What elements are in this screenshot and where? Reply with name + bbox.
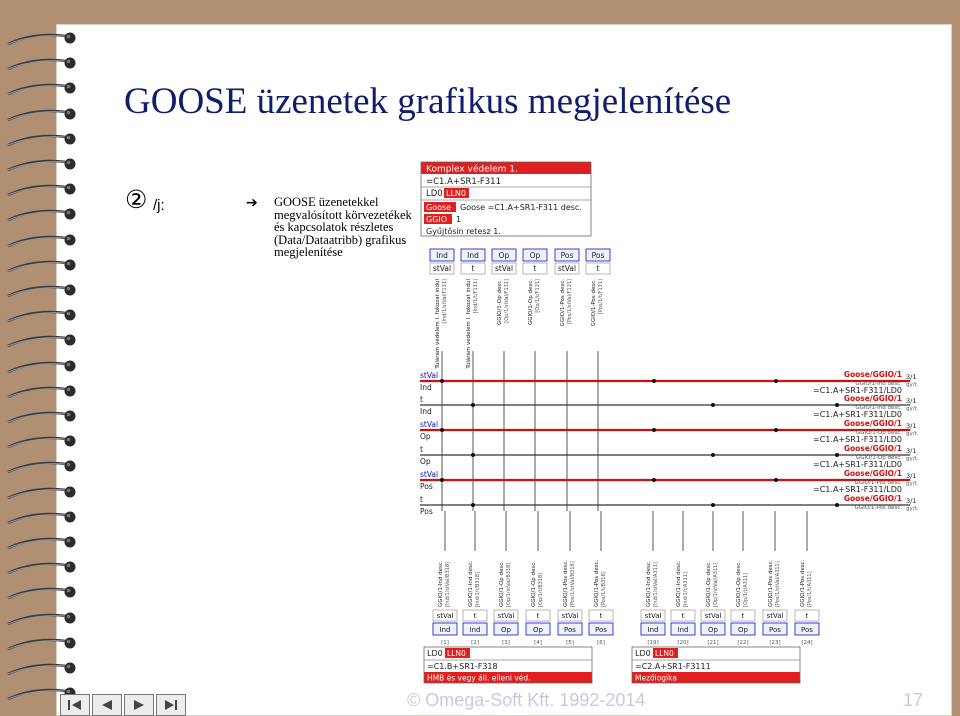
next-icon [131,699,147,711]
top-column-sub: [Ind/1/t/F131] [473,279,479,314]
bottom-left-index: [4] [534,640,542,646]
footer-copyright: © Omega-Soft Kft. 1992-2014 [407,690,646,710]
top-da-label: stVal [557,264,577,273]
right-path-label: =C1.A+SR1-F311/LD0 [813,410,902,419]
spiral-ring [4,433,86,451]
slide-title: GOOSE üzenetek grafikus megjelenítése [124,81,732,122]
bottom-left-desc: GGIO/1-Ind desc. [438,560,444,607]
bottom-left-sub: [Op/1/t/B318] [538,572,544,607]
spiral-ring [4,584,86,602]
bottom-right-index: [22] [737,640,749,646]
bottom-right-do-label: Ind [647,626,659,634]
right-num: 3/1 [906,472,917,480]
spiral-ring [4,559,86,577]
bottom-left-index: [3] [502,640,510,646]
bus-row-label: t [420,445,423,454]
top-da-label: stVal [432,264,452,273]
bus-row-label: t [420,395,423,404]
spiral-ring [4,458,86,476]
spiral-ring [4,282,86,300]
top-do-label: Pos [560,251,574,260]
bottom-left-desc: GGIO/1-Pos desc. [594,559,600,607]
spiral-ring [4,30,86,48]
bus-junction [711,453,715,457]
next-slide-button[interactable] [124,694,154,716]
top-column-desc: GGIO/1-Pos desc. [591,279,597,327]
header-title: Komplex védelem 1. [426,164,518,175]
bottom-left-name: HMB és vegy áll. elleni véd. [427,673,531,683]
bottom-left-do-label: Ind [469,626,481,634]
bus-row-label: Pos [420,507,433,516]
right-path-label: =C1.A+SR1-F311/LD0 [813,460,902,469]
bottom-right-desc: GGIO/1-Ind desc. [676,560,682,607]
bottom-right-desc: GGIO/1-Pos desc. [768,559,774,607]
bottom-right-desc: GGIO/1-Pos desc. [800,559,806,607]
bus-junction [774,379,778,383]
right-sub: GGIO/1-Pos desc. [854,505,902,511]
right-num: 3/1 [906,397,917,405]
spiral-ring [4,408,86,426]
spiral-ring [4,131,86,149]
right-num: 3/1 [906,447,917,455]
bottom-left-sub: [Pos/1/t/B318] [601,571,607,607]
right-extra: gy/t. [906,406,919,412]
right-num: 3/1 [906,422,917,430]
bottom-right-do-label: Ind [677,626,689,634]
bus-junction [471,403,475,407]
j-label: /j: [153,197,165,214]
bottom-right-da-label: stVal [644,612,662,620]
top-column-desc: GGIO/1-Op desc. [497,279,503,326]
spiral-ring [4,358,86,376]
bottom-left-da-label: t [599,612,603,620]
bottom-left-da-label: stVal [436,612,454,620]
bottom-left-sub: [Ind/1/t/B318] [475,572,481,607]
right-extra: gy/t. [906,456,919,462]
bus-junction [652,428,656,432]
bus-junction [440,428,444,432]
top-do-label: Pos [591,251,605,260]
spiral-ring [4,660,86,678]
gyujtosin-label: Gyűjtősín retesz 1. [426,227,501,236]
top-da-label: t [471,264,475,273]
bus-junction [471,453,475,457]
bottom-right-path: =C2.A+SR1-F3111 [635,662,711,671]
top-da-label: t [596,264,600,273]
top-column-sub: [Pos/1/t/F131] [598,279,604,315]
bottom-left-index: [2] [471,640,479,646]
bottom-left-index: [1] [441,640,449,646]
ggio-value: 1 [456,215,462,224]
top-column-sub: [Pos/1/stVal/F131] [567,279,573,325]
bus-junction [835,453,839,457]
bottom-right-ld-label: LD0 [635,649,651,658]
bus-row-label: Op [420,457,431,466]
bottom-right-sub: [Ind/1/t/A311] [683,572,689,607]
goose-value: Goose =C1.A+SR1-F311 desc. [460,203,582,212]
bottom-right-index: [19] [647,640,659,646]
bottom-left-path: =C1.B+SR1-F318 [427,662,498,671]
right-goose-label: Goose/GGIO/1 [843,370,902,379]
bottom-right-da-label: stVal [766,612,784,620]
right-num: 3/1 [906,373,917,381]
top-da-label: t [533,264,537,273]
bottom-left-desc: GGIO/1-Op desc. [531,560,537,607]
bottom-left-desc: GGIO/1-Op desc. [499,560,505,607]
first-icon [67,699,83,711]
spiral-ring [4,232,86,250]
spiral-ring [4,383,86,401]
bottom-right-sub: [Pos/1/stVal/A311] [775,561,781,607]
bus-junction [471,503,475,507]
top-da-label: stVal [494,264,514,273]
right-goose-label: Goose/GGIO/1 [843,469,902,478]
top-column-desc: GGIO/1-Op desc. [528,279,534,326]
last-slide-button[interactable] [156,694,186,716]
bus-junction [440,478,444,482]
bottom-left-ld-label: LD0 [427,649,443,658]
last-icon [163,699,179,711]
bus-junction [711,503,715,507]
bottom-right-do-label: Pos [769,626,781,634]
bottom-right-da-label: t [805,612,809,620]
bottom-right-name: Mezőlogika [635,673,677,683]
top-column-desc: GGIO/1-Pos desc. [560,279,566,327]
bus-junction [652,379,656,383]
bottom-right-desc: GGIO/1-Ind desc. [646,560,652,607]
bus-row-label: Pos [420,482,433,491]
bottom-right-desc: GGIO/1-Op desc. [706,560,712,607]
bottom-right-sub: [Ind/1/stVal/A311] [653,562,659,607]
right-goose-label: Goose/GGIO/1 [843,419,902,428]
right-extra: gy/t. [906,382,919,388]
bottom-left-desc: GGIO/1-Ind desc. [468,560,474,607]
top-column-desc: Túláram védelem I. fokozat indul [466,279,472,369]
top-column-desc: Túláram védelem I. fokozat indul [435,279,441,369]
spiral-ring [4,206,86,224]
right-sub: GGIO/1-Ind desc. [855,405,902,411]
right-path-label: =C1.A+SR1-F311/LD0 [813,435,902,444]
spiral-ring [4,80,86,98]
bottom-right-sub: [Pos/1/t/A311] [807,571,813,607]
bus-junction [440,379,444,383]
bus-row-label: t [420,495,423,504]
bottom-left-desc: GGIO/1-Pos desc. [563,559,569,607]
spiral-ring [4,610,86,628]
bus-junction [835,503,839,507]
bottom-right-index: [20] [677,640,689,646]
bus-row-label: stVal [420,470,439,479]
circled-number: ② [125,187,148,214]
bottom-left-da-label: t [473,612,477,620]
bottom-right-index: [24] [801,640,813,646]
ld-label: LD0 [426,189,443,199]
bottom-left-da-label: t [536,612,540,620]
bus-row-label: Ind [420,407,432,416]
bottom-right-sub: [Op/1/stVal/A311] [713,562,719,607]
right-goose-label: Goose/GGIO/1 [843,494,902,503]
ggio-label: GGIO [426,215,448,224]
bottom-left-da-label: stVal [497,612,515,620]
bottom-left-sub: [Pos/1/stVal/B318] [570,561,576,607]
right-path-label: =C1.A+SR1-F311/LD0 [813,386,902,395]
bottom-right-da-label: stVal [704,612,722,620]
bus-junction [774,428,778,432]
spiral-ring [4,332,86,350]
right-goose-label: Goose/GGIO/1 [843,394,902,403]
bus-junction [652,478,656,482]
top-column-sub: [Op/1/stVal/F131] [504,279,510,323]
spiral-ring [4,181,86,199]
top-column-sub: [Op/1/t/F131] [535,279,541,313]
bottom-left-sub: [Ind/1/stVal/B318] [445,562,451,607]
bottom-right-desc: GGIO/1-Op desc. [736,560,742,607]
ln-label: LLN0 [446,189,466,198]
spiral-ring [4,257,86,275]
bottom-right-do-label: Op [738,626,748,634]
top-do-label: Ind [467,251,479,260]
first-slide-button[interactable] [60,694,90,716]
bus-row-label: stVal [420,371,439,380]
slide-description: GOOSE üzenetekkel megvalósított körvezetékek és kapcsolatok részletes (Data/Dataatribb) grafikus megjelenítése [274,195,412,259]
bottom-left-da-label: stVal [561,612,579,620]
bottom-left-index: [6] [597,640,605,646]
bus-junction [774,478,778,482]
bottom-right-do-label: Op [708,626,718,634]
spiral-ring [4,55,86,73]
prev-icon [99,699,115,711]
header-path: =C1.A+SR1-F311 [426,177,501,187]
bus-junction [835,403,839,407]
bottom-left-ln-label: LLN0 [447,649,466,658]
bottom-left-do-label: Op [501,626,511,634]
spiral-ring [4,509,86,527]
spiral-ring [4,484,86,502]
spiral-ring [4,307,86,325]
bottom-left-index: [5] [566,640,574,646]
bottom-right-da-label: t [681,612,685,620]
right-sub: GGIO/1-Ind desc. [855,381,902,387]
right-num: 3/1 [906,497,917,505]
bottom-right-sub: [Op/1/t/A311] [743,572,749,607]
top-column-sub: [Ind/1/stVal/F131] [442,279,448,324]
right-sub: GGIO/1-Pos desc. [854,480,902,486]
arrow-icon: ➔ [246,195,258,211]
spiral-ring [4,156,86,174]
slide-navigation [60,694,186,716]
bus-row-label: Ind [420,383,432,392]
bus-row-label: stVal [420,420,439,429]
bottom-right-do-label: Pos [801,626,813,634]
bottom-right-ln-label: LLN0 [655,649,674,658]
bottom-right-index: [21] [707,640,719,646]
bottom-right-da-label: t [741,612,745,620]
bottom-left-do-label: Pos [564,626,576,634]
goose-label: Goose [426,203,452,212]
spiral-ring [4,106,86,124]
bottom-left-do-label: Op [533,626,543,634]
right-path-label: =C1.A+SR1-F311/LD0 [813,485,902,494]
right-sub: GGIO/1-Op desc. [855,455,902,461]
page-number: 17 [903,690,924,710]
bottom-left-do-label: Ind [439,626,451,634]
right-goose-label: Goose/GGIO/1 [843,444,902,453]
right-sub: GGIO/1-Op desc. [855,430,902,436]
bottom-right-index: [23] [769,640,781,646]
top-do-label: Op [498,251,510,260]
prev-slide-button[interactable] [92,694,122,716]
right-extra: gy/t. [906,506,919,512]
top-do-label: Op [529,251,541,260]
top-do-label: Ind [436,251,448,260]
right-extra: gy/t. [906,431,919,437]
bottom-left-sub: [Op/1/stVal/B318] [506,562,512,607]
goose-diagram [418,159,920,689]
spiral-ring [4,534,86,552]
right-extra: gy/t. [906,481,919,487]
bus-row-label: Op [420,432,431,441]
bus-junction [711,403,715,407]
bottom-left-do-label: Pos [595,626,607,634]
spiral-ring [4,635,86,653]
